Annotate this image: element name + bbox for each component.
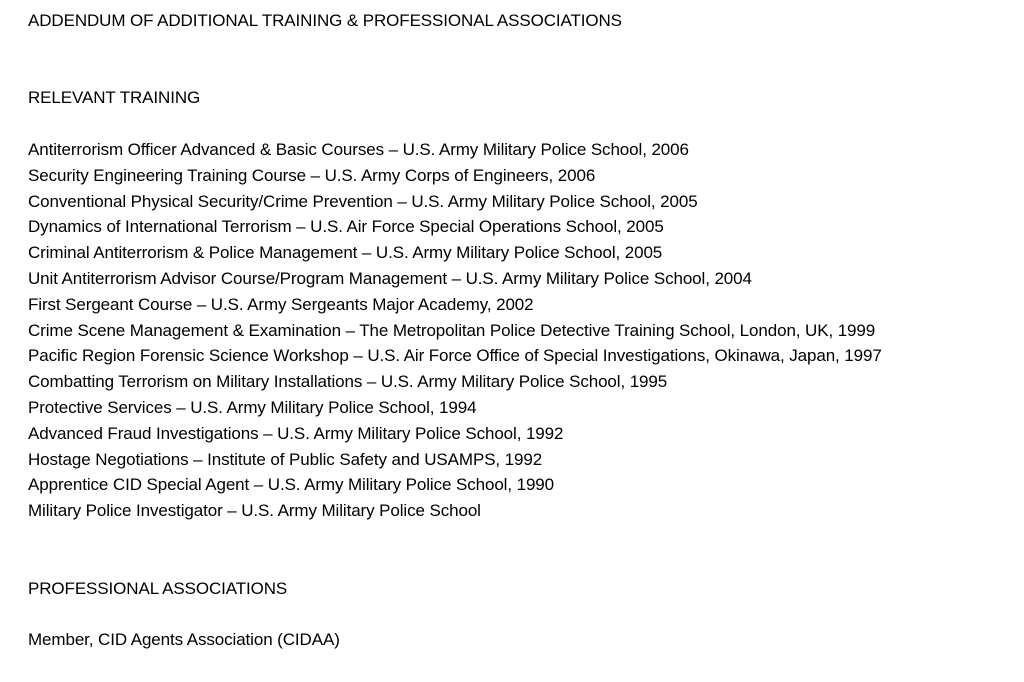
training-item: Unit Antiterrorism Advisor Course/Program Management – U.S. Army Military Police School, 2004 (28, 268, 752, 288)
training-item: Security Engineering Training Course – U.S. Army Corps of Engineers, 2006 (28, 165, 596, 185)
training-item: Antiterrorism Officer Advanced & Basic Courses – U.S. Army Military Police School, 2006 (28, 139, 689, 159)
training-item: Apprentice CID Special Agent – U.S. Army Military Police School, 1990 (28, 475, 555, 495)
training-item: Crime Scene Management & Examination – The Metropolitan Police Detective Training School, London, UK, 1999 (28, 320, 876, 340)
training-item: Protective Services – U.S. Army Military Police School, 1994 (28, 397, 477, 417)
training-list (28, 137, 1018, 524)
association-item: Member, CID Agents Association (CIDAA) (28, 630, 340, 650)
training-item: Advanced Fraud Investigations – U.S. Army Military Police School, 1992 (28, 423, 564, 443)
training-item: Dynamics of International Terrorism – U.S. Air Force Special Operations School, 2005 (28, 217, 664, 237)
blank-line (28, 111, 1018, 137)
document-content (28, 8, 1018, 653)
blank-line (28, 550, 1018, 576)
blank-line (28, 34, 1018, 60)
training-item: Hostage Negotiations – Institute of Public Safety and USAMPS, 1992 (28, 449, 543, 469)
training-heading: RELEVANT TRAINING (28, 88, 201, 108)
training-item: Criminal Antiterrorism & Police Management – U.S. Army Military Police School, 2005 (28, 243, 663, 263)
blank-line (28, 601, 1018, 627)
training-item: Conventional Physical Security/Crime Prevention – U.S. Army Military Police School, 2005 (28, 191, 698, 211)
blank-line (28, 60, 1018, 86)
document-title: ADDENDUM OF ADDITIONAL TRAINING & PROFESSIONAL ASSOCIATIONS (28, 11, 622, 30)
training-item: First Sergeant Course – U.S. Army Sergeants Major Academy, 2002 (28, 294, 534, 314)
associations-list (28, 627, 1018, 653)
associations-heading: PROFESSIONAL ASSOCIATIONS (28, 578, 288, 598)
training-item: Pacific Region Forensic Science Workshop – U.S. Air Force Office of Special Investigations, Okinawa, Japan, 1997 (28, 346, 882, 366)
training-item: Military Police Investigator – U.S. Army Military Police School (28, 501, 481, 521)
training-item: Combatting Terrorism on Military Installations – U.S. Army Military Police School, 1995 (28, 372, 668, 392)
blank-line (28, 524, 1018, 550)
